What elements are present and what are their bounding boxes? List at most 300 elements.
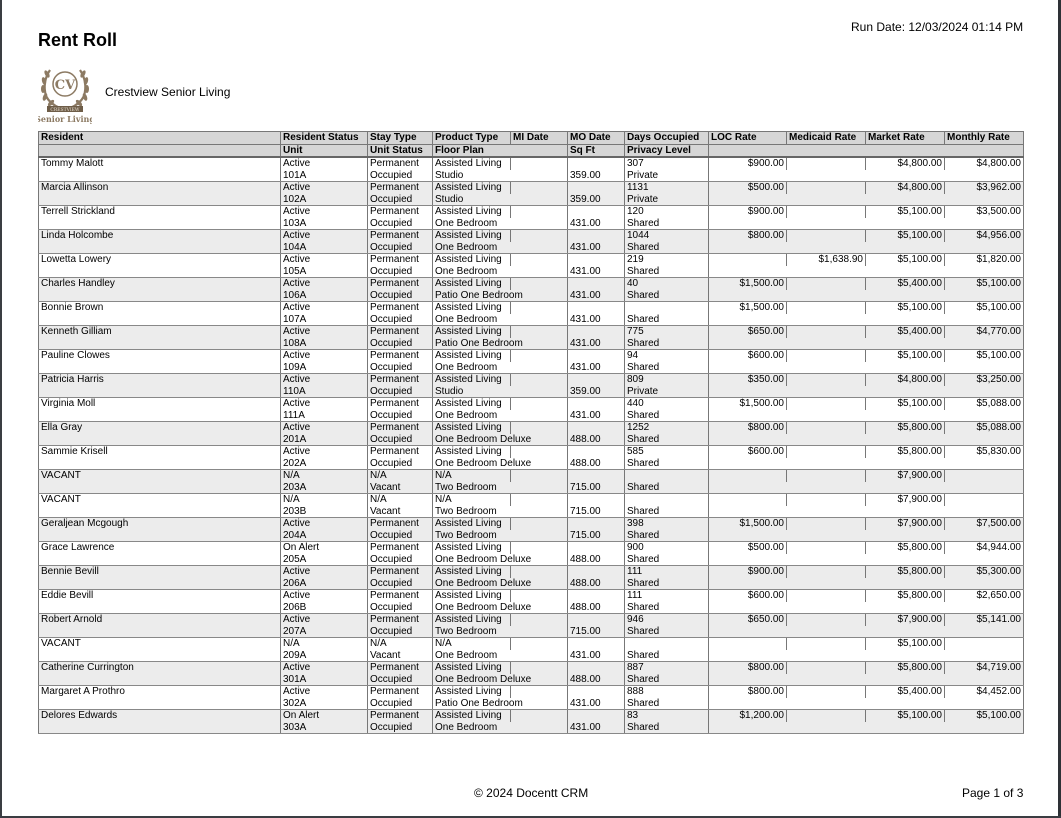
table-row-unit [39, 194, 1024, 206]
monthly-rate: $3,250.00 [945, 374, 1024, 386]
product-type: Assisted Living [433, 662, 511, 674]
table-row-resident [39, 350, 1024, 362]
product-type: Assisted Living [433, 278, 511, 290]
resident-blank [39, 626, 281, 638]
stay-type: Permanent [368, 326, 433, 338]
mi-date [511, 686, 568, 698]
unit-status: Occupied [368, 626, 433, 638]
table-row-resident [39, 662, 1024, 674]
table-row-resident [39, 302, 1024, 314]
floor-plan: Two Bedroom [433, 530, 568, 542]
sq-ft: 431.00 [568, 242, 625, 254]
unit-number: 102A [281, 194, 368, 206]
loc-rate: $800.00 [709, 686, 787, 698]
loc-rate [709, 638, 787, 650]
market-rate: $5,800.00 [866, 542, 945, 554]
resident-status: Active [281, 398, 368, 410]
rates-blank [709, 506, 1024, 518]
privacy-level: Shared [625, 530, 709, 542]
days-occupied: 887 [625, 662, 709, 674]
unit-number: 206B [281, 602, 368, 614]
unit-status: Vacant [368, 650, 433, 662]
sq-ft: 488.00 [568, 578, 625, 590]
loc-rate [709, 254, 787, 266]
table-row-unit [39, 530, 1024, 542]
loc-rate: $1,500.00 [709, 518, 787, 530]
resident-status: Active [281, 566, 368, 578]
medicaid-rate [787, 470, 866, 482]
stay-type: N/A [368, 470, 433, 482]
loc-rate [709, 494, 787, 506]
col-privacy-level: Privacy Level [625, 144, 709, 157]
stay-type: Permanent [368, 710, 433, 722]
rates-blank [709, 458, 1024, 470]
rates-blank [709, 218, 1024, 230]
resident-name: Margaret A Prothro [39, 686, 281, 698]
footer-copyright: © 2024 Docentt CRM [474, 786, 589, 800]
mo-date [568, 302, 625, 314]
stay-type: Permanent [368, 206, 433, 218]
market-rate: $5,100.00 [866, 230, 945, 242]
resident-name: Sammie Krisell [39, 446, 281, 458]
rent-roll-table [38, 131, 1024, 734]
sq-ft: 431.00 [568, 698, 625, 710]
privacy-level: Shared [625, 722, 709, 734]
medicaid-rate [787, 566, 866, 578]
privacy-level: Shared [625, 458, 709, 470]
sq-ft: 488.00 [568, 602, 625, 614]
resident-blank [39, 170, 281, 182]
floor-plan: One Bedroom [433, 314, 568, 326]
unit-status: Occupied [368, 578, 433, 590]
table-row-unit [39, 434, 1024, 446]
table-row-resident [39, 374, 1024, 386]
table-row-unit [39, 458, 1024, 470]
days-occupied: 111 [625, 566, 709, 578]
table-row-unit [39, 386, 1024, 398]
stay-type: N/A [368, 494, 433, 506]
sq-ft: 359.00 [568, 386, 625, 398]
col-sq-ft: Sq Ft [568, 144, 625, 157]
table-row-unit [39, 410, 1024, 422]
resident-status: Active [281, 157, 368, 170]
mi-date [511, 422, 568, 434]
medicaid-rate [787, 686, 866, 698]
resident-blank [39, 458, 281, 470]
monthly-rate: $3,962.00 [945, 182, 1024, 194]
sq-ft: 359.00 [568, 194, 625, 206]
market-rate: $5,400.00 [866, 686, 945, 698]
mi-date [511, 206, 568, 218]
monthly-rate: $5,100.00 [945, 710, 1024, 722]
run-date: Run Date: 12/03/2024 01:14 PM [851, 20, 1024, 34]
monthly-rate: $4,452.00 [945, 686, 1024, 698]
resident-status: Active [281, 614, 368, 626]
sq-ft: 359.00 [568, 170, 625, 182]
unit-status: Occupied [368, 338, 433, 350]
medicaid-rate [787, 446, 866, 458]
resident-name: Bonnie Brown [39, 302, 281, 314]
resident-status: Active [281, 518, 368, 530]
loc-rate: $1,500.00 [709, 398, 787, 410]
resident-status: N/A [281, 470, 368, 482]
floor-plan: One Bedroom Deluxe [433, 602, 568, 614]
col-loc-rate: LOC Rate [709, 132, 787, 145]
mi-date [511, 254, 568, 266]
unit-status: Occupied [368, 554, 433, 566]
product-type: Assisted Living [433, 206, 511, 218]
sq-ft: 715.00 [568, 482, 625, 494]
unit-number: 207A [281, 626, 368, 638]
unit-status: Occupied [368, 530, 433, 542]
product-type: Assisted Living [433, 398, 511, 410]
mi-date [511, 566, 568, 578]
unit-number: 203A [281, 482, 368, 494]
sq-ft: 488.00 [568, 554, 625, 566]
floor-plan: Studio [433, 386, 568, 398]
table-row-resident [39, 157, 1024, 170]
product-type: Assisted Living [433, 446, 511, 458]
stay-type: Permanent [368, 230, 433, 242]
floor-plan: Two Bedroom [433, 626, 568, 638]
resident-blank [39, 554, 281, 566]
rates-blank [709, 266, 1024, 278]
market-rate: $5,800.00 [866, 422, 945, 434]
unit-status: Occupied [368, 386, 433, 398]
unit-number: 110A [281, 386, 368, 398]
days-occupied [625, 302, 709, 314]
monthly-rate [945, 494, 1024, 506]
stay-type: Permanent [368, 662, 433, 674]
medicaid-rate [787, 590, 866, 602]
resident-name: Robert Arnold [39, 614, 281, 626]
table-row-resident [39, 326, 1024, 338]
rates-blank [709, 194, 1024, 206]
stay-type: Permanent [368, 614, 433, 626]
col-stay-type: Stay Type [368, 132, 433, 145]
col-mi-date: MI Date [511, 132, 568, 145]
monthly-rate: $5,100.00 [945, 278, 1024, 290]
resident-status: Active [281, 590, 368, 602]
header-row-primary [39, 132, 1024, 145]
rates-blank [709, 650, 1024, 662]
mo-date [568, 157, 625, 170]
resident-blank [39, 674, 281, 686]
table-row-resident [39, 518, 1024, 530]
mi-date [511, 374, 568, 386]
market-rate: $5,800.00 [866, 566, 945, 578]
resident-status: N/A [281, 494, 368, 506]
floor-plan: Patio One Bedroom [433, 290, 568, 302]
col-unit: Unit [281, 144, 368, 157]
stay-type: Permanent [368, 446, 433, 458]
table-row-resident [39, 206, 1024, 218]
loc-rate: $900.00 [709, 566, 787, 578]
table-row-unit [39, 698, 1024, 710]
privacy-level: Shared [625, 602, 709, 614]
resident-blank [39, 650, 281, 662]
mi-date [511, 590, 568, 602]
resident-blank [39, 338, 281, 350]
col-market-rate: Market Rate [866, 132, 945, 145]
loc-rate: $600.00 [709, 446, 787, 458]
days-occupied: 1044 [625, 230, 709, 242]
rates-blank [709, 602, 1024, 614]
resident-blank [39, 314, 281, 326]
mi-date [511, 157, 568, 170]
mo-date [568, 494, 625, 506]
mi-date [511, 542, 568, 554]
mo-date [568, 710, 625, 722]
market-rate: $5,100.00 [866, 398, 945, 410]
rates-blank [709, 410, 1024, 422]
mi-date [511, 182, 568, 194]
loc-rate: $500.00 [709, 542, 787, 554]
table-row-resident [39, 638, 1024, 650]
unit-status: Occupied [368, 434, 433, 446]
resident-status: Active [281, 254, 368, 266]
table-row-resident [39, 254, 1024, 266]
col-monthly-rate: Monthly Rate [945, 132, 1024, 145]
table-row-unit [39, 338, 1024, 350]
market-rate: $5,100.00 [866, 206, 945, 218]
privacy-level: Shared [625, 266, 709, 278]
floor-plan: Patio One Bedroom [433, 338, 568, 350]
privacy-level: Shared [625, 338, 709, 350]
sq-ft: 488.00 [568, 458, 625, 470]
loc-rate: $350.00 [709, 374, 787, 386]
unit-status: Occupied [368, 722, 433, 734]
unit-status: Occupied [368, 458, 433, 470]
market-rate: $5,800.00 [866, 446, 945, 458]
privacy-level: Shared [625, 362, 709, 374]
sq-ft: 431.00 [568, 722, 625, 734]
product-type: N/A [433, 470, 511, 482]
days-occupied: 440 [625, 398, 709, 410]
market-rate: $7,900.00 [866, 518, 945, 530]
floor-plan: One Bedroom [433, 362, 568, 374]
rates-blank [709, 626, 1024, 638]
sq-ft: 431.00 [568, 650, 625, 662]
company-logo-icon [38, 62, 92, 124]
loc-rate: $650.00 [709, 614, 787, 626]
resident-blank [39, 434, 281, 446]
market-rate: $5,100.00 [866, 350, 945, 362]
col-unit-status: Unit Status [368, 144, 433, 157]
unit-status: Occupied [368, 242, 433, 254]
resident-status: Active [281, 374, 368, 386]
unit-number: 104A [281, 242, 368, 254]
monthly-rate [945, 470, 1024, 482]
resident-name: Grace Lawrence [39, 542, 281, 554]
page-indicator: Page 1 of 3 [962, 786, 1024, 800]
floor-plan: Two Bedroom [433, 506, 568, 518]
resident-status: Active [281, 206, 368, 218]
days-occupied [625, 470, 709, 482]
monthly-rate: $4,770.00 [945, 326, 1024, 338]
col-medicaid-rate: Medicaid Rate [787, 132, 866, 145]
mo-date [568, 470, 625, 482]
rates-blank [709, 698, 1024, 710]
medicaid-rate [787, 638, 866, 650]
mo-date [568, 350, 625, 362]
unit-number: 101A [281, 170, 368, 182]
medicaid-rate [787, 614, 866, 626]
stay-type: Permanent [368, 398, 433, 410]
loc-rate: $650.00 [709, 326, 787, 338]
mo-date [568, 662, 625, 674]
stay-type: Permanent [368, 278, 433, 290]
product-type: Assisted Living [433, 374, 511, 386]
monthly-rate: $5,100.00 [945, 302, 1024, 314]
resident-name: Virginia Moll [39, 398, 281, 410]
unit-number: 303A [281, 722, 368, 734]
days-occupied: 888 [625, 686, 709, 698]
resident-status: Active [281, 230, 368, 242]
unit-status: Occupied [368, 410, 433, 422]
col-resident-status: Resident Status [281, 132, 368, 145]
resident-status: Active [281, 662, 368, 674]
resident-blank [39, 266, 281, 278]
market-rate: $5,100.00 [866, 302, 945, 314]
mi-date [511, 230, 568, 242]
days-occupied: 398 [625, 518, 709, 530]
mi-date [511, 446, 568, 458]
unit-status: Occupied [368, 314, 433, 326]
product-type: Assisted Living [433, 230, 511, 242]
privacy-level: Shared [625, 218, 709, 230]
floor-plan: One Bedroom [433, 242, 568, 254]
days-occupied: 94 [625, 350, 709, 362]
floor-plan: One Bedroom [433, 650, 568, 662]
report-title: Rent Roll [38, 30, 117, 50]
sq-ft: 715.00 [568, 626, 625, 638]
resident-status: N/A [281, 638, 368, 650]
product-type: Assisted Living [433, 566, 511, 578]
medicaid-rate [787, 542, 866, 554]
header-row-secondary [39, 144, 1024, 157]
rates-blank [709, 482, 1024, 494]
privacy-level: Shared [625, 674, 709, 686]
sq-ft: 715.00 [568, 530, 625, 542]
unit-status: Occupied [368, 290, 433, 302]
privacy-level: Shared [625, 314, 709, 326]
loc-rate: $1,200.00 [709, 710, 787, 722]
market-rate: $5,400.00 [866, 326, 945, 338]
floor-plan: One Bedroom [433, 266, 568, 278]
mi-date [511, 326, 568, 338]
loc-rate: $1,500.00 [709, 278, 787, 290]
unit-status: Occupied [368, 194, 433, 206]
sq-ft: 715.00 [568, 506, 625, 518]
medicaid-rate [787, 374, 866, 386]
resident-name: Catherine Currington [39, 662, 281, 674]
table-row-resident [39, 614, 1024, 626]
medicaid-rate [787, 518, 866, 530]
resident-blank [39, 386, 281, 398]
days-occupied: 809 [625, 374, 709, 386]
table-row-unit [39, 602, 1024, 614]
product-type: Assisted Living [433, 157, 511, 170]
product-type: N/A [433, 638, 511, 650]
resident-blank [39, 194, 281, 206]
privacy-level: Shared [625, 578, 709, 590]
rates-blank [709, 674, 1024, 686]
resident-name: Kenneth Gilliam [39, 326, 281, 338]
table-body [39, 157, 1024, 734]
mo-date [568, 686, 625, 698]
floor-plan: One Bedroom Deluxe [433, 458, 568, 470]
privacy-level: Shared [625, 506, 709, 518]
rates-blank [709, 578, 1024, 590]
mo-date [568, 422, 625, 434]
product-type: Assisted Living [433, 542, 511, 554]
days-occupied: 1131 [625, 182, 709, 194]
days-occupied: 40 [625, 278, 709, 290]
resident-blank [39, 410, 281, 422]
unit-number: 201A [281, 434, 368, 446]
unit-number: 108A [281, 338, 368, 350]
stay-type: Permanent [368, 254, 433, 266]
privacy-level: Shared [625, 554, 709, 566]
days-occupied: 219 [625, 254, 709, 266]
stay-type: N/A [368, 638, 433, 650]
resident-blank [39, 482, 281, 494]
resident-blank [39, 578, 281, 590]
market-rate: $5,800.00 [866, 662, 945, 674]
mi-date [511, 470, 568, 482]
resident-blank [39, 290, 281, 302]
monthly-rate: $5,830.00 [945, 446, 1024, 458]
resident-name: Ella Gray [39, 422, 281, 434]
floor-plan: Patio One Bedroom [433, 698, 568, 710]
loc-rate: $800.00 [709, 230, 787, 242]
floor-plan: One Bedroom Deluxe [433, 554, 568, 566]
monthly-rate: $4,719.00 [945, 662, 1024, 674]
monthly-rate: $4,956.00 [945, 230, 1024, 242]
monthly-rate: $7,500.00 [945, 518, 1024, 530]
stay-type: Permanent [368, 182, 433, 194]
medicaid-rate [787, 182, 866, 194]
product-type: N/A [433, 494, 511, 506]
stay-type: Permanent [368, 542, 433, 554]
unit-number: 106A [281, 290, 368, 302]
market-rate: $4,800.00 [866, 182, 945, 194]
resident-status: Active [281, 686, 368, 698]
unit-status: Occupied [368, 602, 433, 614]
resident-status: Active [281, 326, 368, 338]
medicaid-rate [787, 230, 866, 242]
privacy-level: Shared [625, 482, 709, 494]
monthly-rate: $5,088.00 [945, 422, 1024, 434]
days-occupied: 307 [625, 157, 709, 170]
privacy-level: Shared [625, 242, 709, 254]
resident-blank [39, 698, 281, 710]
sq-ft: 431.00 [568, 218, 625, 230]
table-row-unit [39, 626, 1024, 638]
table-row-unit [39, 362, 1024, 374]
monthly-rate [945, 638, 1024, 650]
privacy-level: Private [625, 386, 709, 398]
mo-date [568, 590, 625, 602]
medicaid-rate [787, 494, 866, 506]
days-occupied: 946 [625, 614, 709, 626]
table-row-unit [39, 674, 1024, 686]
stay-type: Permanent [368, 566, 433, 578]
loc-rate: $800.00 [709, 662, 787, 674]
days-occupied: 900 [625, 542, 709, 554]
resident-blank [39, 362, 281, 374]
